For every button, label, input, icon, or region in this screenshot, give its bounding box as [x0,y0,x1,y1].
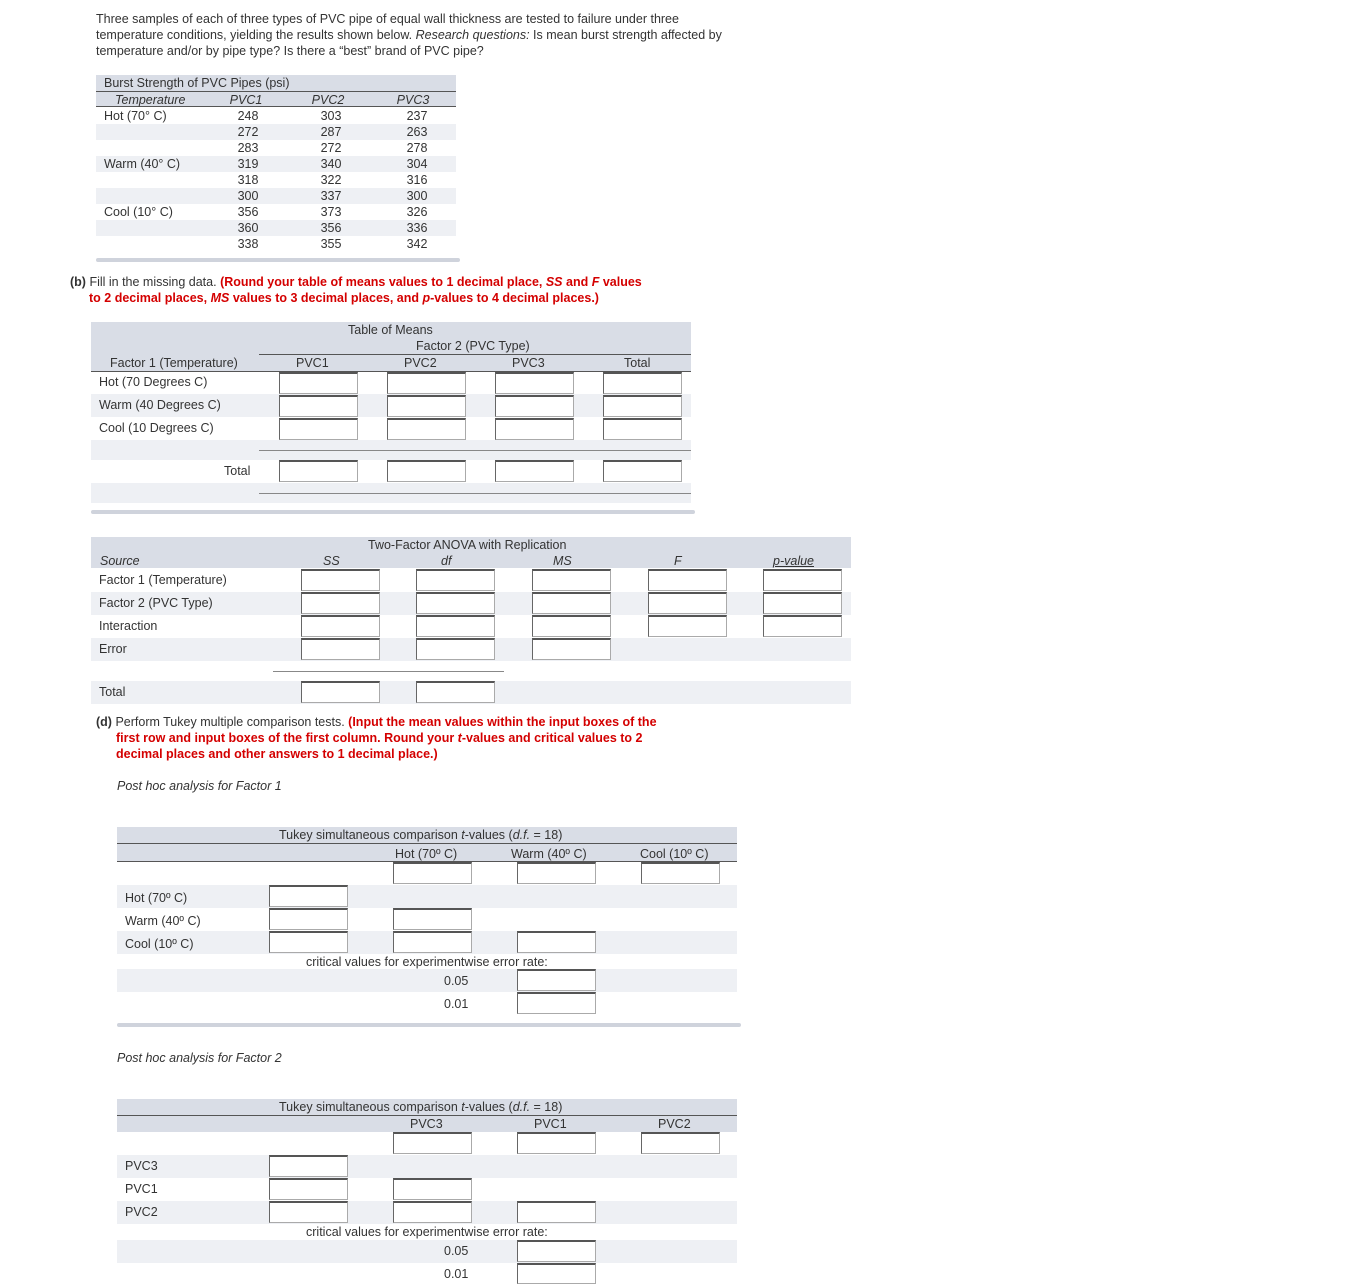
burst-value: 272 [320,141,342,155]
ss-total-input[interactable] [301,681,380,703]
burst-value: 338 [237,237,259,251]
instr-p: p [422,291,431,305]
tukey-1-mean-hot-input[interactable] [393,862,472,884]
burst-value: 272 [237,125,259,139]
burst-value: 319 [237,157,259,171]
burst-row-warm: Warm (40° C) [104,157,181,171]
burst-value: 237 [406,109,428,123]
post-hoc-1-title: Post hoc analysis for Factor 1 [117,779,282,793]
tukey-2-caption-a: Tukey simultaneous comparison [279,1100,462,1114]
tukey-1-rowmean-warm-input[interactable] [269,908,348,930]
anova-header-ms: MS [553,554,572,568]
tukey-1-t-warm-hot-input[interactable] [393,908,472,930]
tukey-1-caption [279,828,562,842]
tukey-1-caption-c: = 18) [530,828,563,842]
means-factor1: Factor 1 (Temperature) [110,356,238,370]
ms-error-input[interactable] [532,638,611,660]
anova-row-factor2: Factor 2 (PVC Type) [99,596,213,610]
means-col-pvc1: PVC1 [296,356,329,370]
tukey-1-critical-01-input[interactable] [517,992,596,1014]
burst-value: 360 [237,221,259,235]
part-b-label: (b) [70,275,86,289]
mean-cool-total-input[interactable] [603,418,682,440]
df-error-input[interactable] [416,638,495,660]
mean-total-pvc1-input[interactable] [279,460,358,482]
instr-f: F [591,275,600,289]
tukey-1-col-cool: Cool (10º C) [640,847,709,861]
f-factor2-input[interactable] [648,592,727,614]
anova-row-error: Error [99,642,127,656]
burst-value: 336 [406,221,428,235]
means-factor2: Factor 2 (PVC Type) [416,339,530,353]
tukey-2-caption-t: t [461,1100,465,1114]
instr-a: (Round your table of means values to 1 decimal place, [220,275,546,289]
burst-value: 337 [320,189,342,203]
instr-and: and [562,275,592,289]
tukey-2-alpha-01: 0.01 [444,1267,469,1281]
burst-header-temperature: Temperature [115,93,186,107]
tukey-1-t-cool-warm-input[interactable] [517,931,596,953]
burst-value: 300 [237,189,259,203]
burst-value: 356 [237,205,259,219]
mean-cool-pvc3-input[interactable] [495,418,574,440]
tukey-2-row-pvc2: PVC2 [125,1205,158,1219]
f-interaction-input[interactable] [648,615,727,637]
tukey-2-caption-c: = 18) [530,1100,563,1114]
tukey-2-mean-pvc2-input[interactable] [641,1132,720,1154]
anova-header-source: Source [100,554,140,568]
tukey-1-t-cool-hot-input[interactable] [393,931,472,953]
pvalue-factor2-input[interactable] [763,592,842,614]
burst-value: 342 [406,237,428,251]
mean-total-pvc3-input[interactable] [495,460,574,482]
anova-row-total: Total [99,685,126,699]
tukey-2-rowmean-pvc1-input[interactable] [269,1178,348,1200]
anova-header-pvalue: p-value [773,554,814,568]
tukey-2-row-pvc3: PVC3 [125,1159,158,1173]
pvalue-factor1-input[interactable] [763,569,842,591]
mean-grand-total-input[interactable] [603,460,682,482]
means-title: Table of Means [348,323,433,337]
ss-factor1-input[interactable] [301,569,380,591]
burst-value: 300 [406,189,428,203]
instr-c: to 2 decimal places, [89,291,211,305]
tukey-1-critical-05-input[interactable] [517,969,596,991]
anova-row-interaction: Interaction [99,619,158,633]
tukey-1-caption-df: d.f. [512,828,531,842]
burst-value: 303 [320,109,342,123]
intro-text: Three samples of each of three types of PVC pipe of equal wall thickness are tested to failure under three temperature conditions, yielding the results shown below. [96,12,679,42]
ms-interaction-input[interactable] [532,615,611,637]
tukey-1-caption-a: Tukey simultaneous comparison [279,828,462,842]
tukey-2-mean-pvc1-input[interactable] [517,1132,596,1154]
means-col-pvc2: PVC2 [404,356,437,370]
anova-header-f: F [674,554,682,568]
tukey-2-t-pvc2-pvc1-input[interactable] [517,1201,596,1223]
df-interaction-input[interactable] [416,615,495,637]
ss-error-input[interactable] [301,638,380,660]
tukey-2-rowmean-pvc2-input[interactable] [269,1201,348,1223]
mean-hot-pvc3-input[interactable] [495,372,574,394]
tukey-1-critical-label: critical values for experimentwise error rate: [306,955,548,969]
mean-warm-pvc2-input[interactable] [387,395,466,417]
burst-value: 283 [237,141,259,155]
burst-value: 278 [406,141,428,155]
tukey-2-row-pvc1: PVC1 [125,1182,158,1196]
instr-ss: SS [545,275,563,289]
mean-cool-pvc2-input[interactable] [387,418,466,440]
post-hoc-2-title: Post hoc analysis for Factor 2 [117,1051,282,1065]
means-col-pvc3: PVC3 [512,356,545,370]
anova-row-factor1: Factor 1 (Temperature) [99,573,227,587]
burst-value: 322 [320,173,342,187]
tukey-2-col-pvc3: PVC3 [410,1117,443,1131]
mean-warm-pvc1-input[interactable] [279,395,358,417]
tukey-1-col-warm: Warm (40º C) [511,847,587,861]
tukey-2-col-pvc2: PVC2 [658,1117,691,1131]
tukey-1-alpha-05: 0.05 [444,974,469,988]
part-d-instr-b: first row and input boxes of the first column. Round your [116,731,458,745]
burst-header-pvc2: PVC2 [311,93,345,107]
tukey-2-caption [279,1100,562,1114]
research-label: Research questions: [415,28,530,42]
instr-ms: MS [210,291,230,305]
part-b-instructions [70,274,710,306]
part-b-text: Fill in the missing data. [85,275,221,289]
part-d-text: Perform Tukey multiple comparison tests. [111,715,349,729]
anova-title: Two-Factor ANOVA with Replication [368,538,567,552]
tukey-1-rowmean-hot-input[interactable] [269,885,348,907]
tukey-1-caption-t: t [461,828,465,842]
ms-factor2-input[interactable] [532,592,611,614]
tukey-2-col-pvc1: PVC1 [534,1117,567,1131]
tukey-1-rowmean-cool-input[interactable] [269,931,348,953]
burst-value: 318 [237,173,259,187]
instr-b: values [599,275,642,289]
burst-header-pvc3: PVC3 [396,93,430,107]
burst-value: 356 [320,221,342,235]
anova-header-ss: SS [323,554,340,568]
burst-header-pvc1: PVC1 [229,93,263,107]
tukey-2-caption-b: -values ( [464,1100,513,1114]
burst-value: 316 [406,173,428,187]
burst-row-cool: Cool (10° C) [104,205,173,219]
tukey-2-mean-pvc3-input[interactable] [393,1132,472,1154]
tukey-2-rowmean-pvc3-input[interactable] [269,1155,348,1177]
df-factor2-input[interactable] [416,592,495,614]
means-row-cool: Cool (10 Degrees C) [99,421,214,435]
tukey-2-critical-label: critical values for experimentwise error rate: [306,1225,548,1239]
burst-value: 355 [320,237,342,251]
problem-statement [96,11,736,59]
means-col-total: Total [624,356,651,370]
means-row-total: Total [224,464,251,478]
mean-warm-total-input[interactable] [603,395,682,417]
tukey-1-mean-warm-input[interactable] [517,862,596,884]
tukey-1-row-hot: Hot (70º C) [125,891,188,905]
tukey-1-caption-b: -values ( [464,828,513,842]
part-d-label: (d) [96,715,112,729]
f-factor1-input[interactable] [648,569,727,591]
tukey-1-mean-cool-input[interactable] [641,862,720,884]
mean-warm-pvc3-input[interactable] [495,395,574,417]
ss-interaction-input[interactable] [301,615,380,637]
means-row-hot: Hot (70 Degrees C) [99,375,208,389]
tukey-1-row-warm: Warm (40º C) [125,914,201,928]
burst-value: 340 [320,157,342,171]
intro-questions: Is mean burst strength affected by temperature and/or by pipe type? Is there a “best” brand of PVC pipe? [96,28,722,58]
pvalue-interaction-input[interactable] [763,615,842,637]
mean-hot-pvc1-input[interactable] [279,372,358,394]
part-d-instr-c: -values and critical values to 2 [461,731,643,745]
tukey-1-col-hot: Hot (70º C) [395,847,458,861]
mean-hot-pvc2-input[interactable] [387,372,466,394]
ss-factor2-input[interactable] [301,592,380,614]
burst-value: 304 [406,157,428,171]
part-d-instr-a: (Input the mean values within the input boxes of the [348,715,657,729]
ms-factor1-input[interactable] [532,569,611,591]
burst-value: 287 [320,125,342,139]
burst-row-hot: Hot (70° C) [104,109,167,123]
part-d-instr-d: decimal places and other answers to 1 decimal place.) [116,747,438,761]
df-factor1-input[interactable] [416,569,495,591]
tukey-2-caption-df: d.f. [512,1100,531,1114]
burst-value: 326 [406,205,428,219]
tukey-2-t-pvc1-pvc3-input[interactable] [393,1178,472,1200]
burst-value: 373 [320,205,342,219]
mean-cool-pvc1-input[interactable] [279,418,358,440]
anova-header-df: df [441,554,452,568]
means-row-warm: Warm (40 Degrees C) [99,398,221,412]
tukey-2-critical-01-input[interactable] [517,1263,596,1284]
part-d-instructions [96,714,736,762]
tukey-2-t-pvc2-pvc3-input[interactable] [393,1201,472,1223]
burst-value: 248 [237,109,259,123]
tukey-1-row-cool: Cool (10º C) [125,937,194,951]
instr-d: values to 3 decimal places, and [229,291,423,305]
tukey-2-alpha-05: 0.05 [444,1244,469,1258]
burst-table-title: Burst Strength of PVC Pipes (psi) [104,76,290,90]
tukey-2-critical-05-input[interactable] [517,1240,596,1262]
part-d-instr-t: t [457,731,462,745]
mean-hot-total-input[interactable] [603,372,682,394]
instr-e: -values to 4 decimal places.) [430,291,599,305]
tukey-1-alpha-01: 0.01 [444,997,469,1011]
burst-value: 263 [406,125,428,139]
df-total-input[interactable] [416,681,495,703]
mean-total-pvc2-input[interactable] [387,460,466,482]
